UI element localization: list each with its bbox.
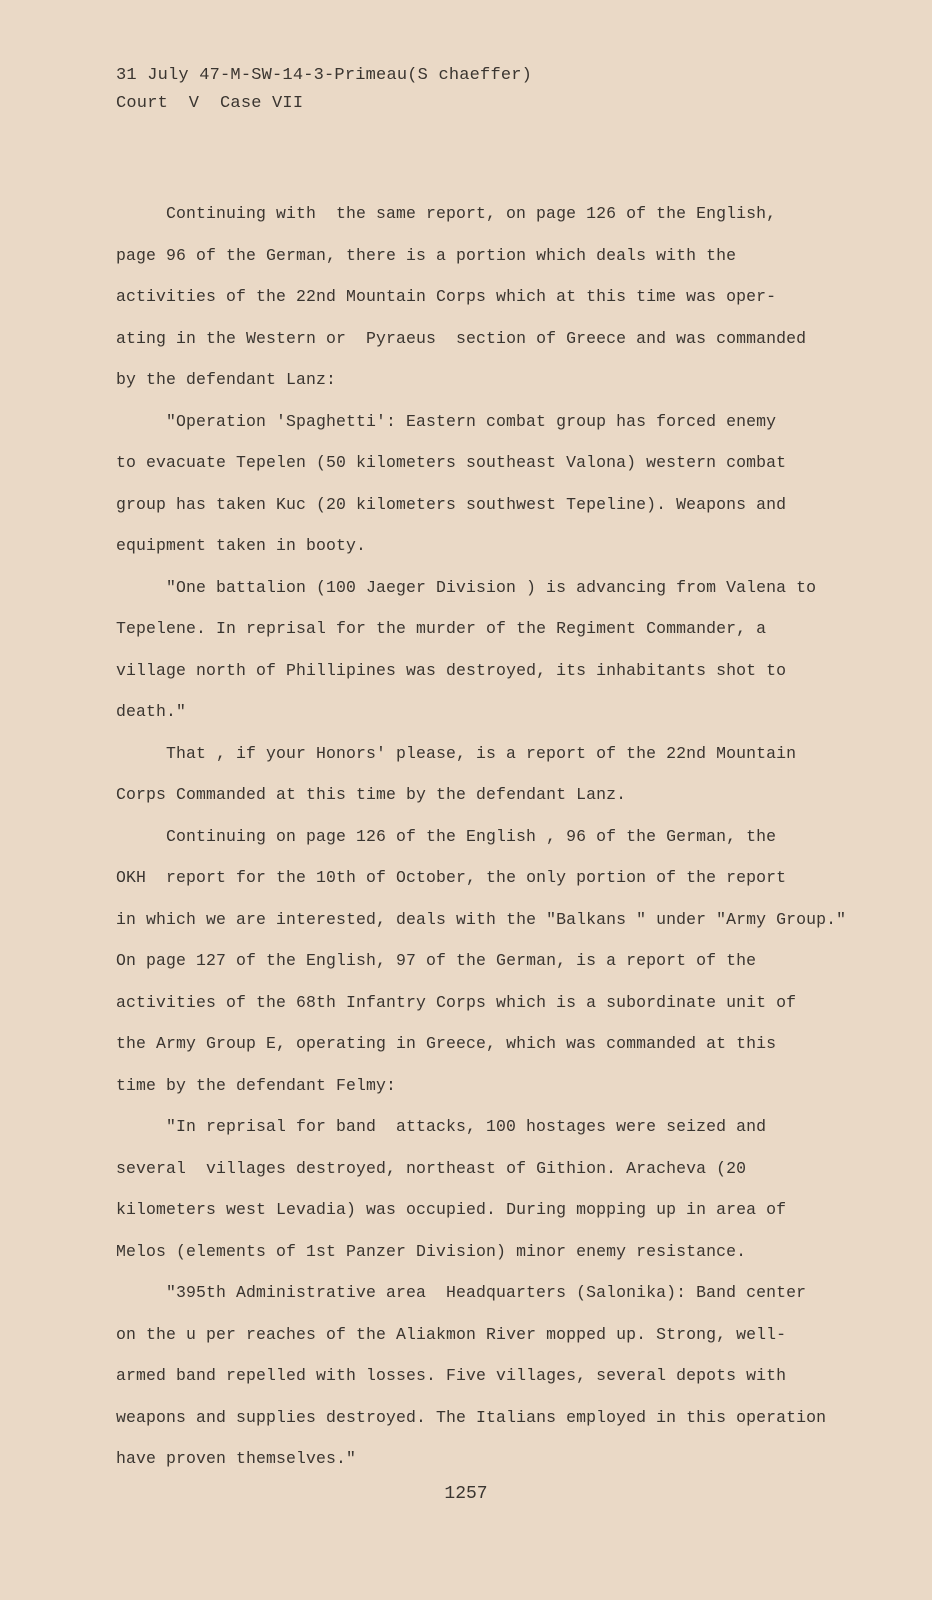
page-number: 1257 (444, 1484, 488, 1504)
text-line: equipment taken in booty. (116, 536, 367, 555)
header-date-reference: 31 July 47-M-SW-14-3-Primeau(S chaeffer) (116, 66, 533, 85)
text-line: activities of the 22nd Mountain Corps which at this time was oper- (116, 287, 777, 306)
paragraph (116, 567, 836, 733)
text-line: the Army Group E, operating in Greece, which was commanded at this (116, 1034, 777, 1053)
paragraph (116, 1272, 836, 1480)
text-line: ating in the Western or Pyraeus section of Greece and was commanded (116, 328, 807, 348)
text-line: on the u per reaches of the Aliakmon River mopped up. Strong, well- (116, 1324, 787, 1344)
text-line: in which we are interested, deals with the "Balkans " under "Army Group." (116, 909, 847, 929)
text-line: Corps Commanded at this time by the defendant Lanz. (116, 785, 627, 804)
text-line: time by the defendant Felmy: (116, 1075, 397, 1095)
text-line: Tepelene. In reprisal for the murder of the Regiment Commander, a (116, 619, 767, 638)
text-line: death." (116, 702, 187, 721)
text-line: Continuing with the same report, on page 126 of the English, (166, 204, 777, 223)
paragraph (116, 733, 836, 816)
text-line: OKH report for the 10th of October, the only portion of the report (116, 868, 787, 887)
paragraph (116, 816, 847, 1107)
text-line: On page 127 of the English, 97 of the German, is a report of the (116, 951, 757, 970)
text-line: kilometers west Levadia) was occupied. During mopping up in area of (116, 1200, 787, 1219)
header-court-case: Court V Case VII (116, 94, 304, 113)
paragraph (116, 193, 836, 401)
text-line: page 96 of the German, there is a portion which deals with the (116, 245, 737, 265)
text-line: "In reprisal for band attacks, 100 hostages were seized and (166, 1117, 767, 1136)
text-line: That , if your Honors' please, is a report of the 22nd Mountain (166, 743, 797, 763)
text-line: "One battalion (100 Jaeger Division ) is advancing from Valena to (166, 577, 817, 597)
text-line: armed band repelled with losses. Five villages, several depots with (116, 1366, 787, 1385)
text-line: group has taken Kuc (20 kilometers southwest Tepeline). Weapons and (116, 494, 787, 514)
paragraph (116, 401, 836, 567)
document-header (116, 62, 532, 118)
text-line: "395th Administrative area Headquarters (Salonika): Band center (166, 1283, 807, 1302)
text-line: to evacuate Tepelen (50 kilometers southeast Valona) western combat (116, 453, 787, 472)
paragraph (116, 1106, 836, 1272)
text-line: activities of the 68th Infantry Corps which is a subordinate unit of (116, 992, 797, 1012)
text-line: village north of Phillipines was destroyed, its inhabitants shot to (116, 660, 787, 680)
text-line: Melos (elements of 1st Panzer Division) minor enemy resistance. (116, 1241, 747, 1261)
text-line: have proven themselves." (116, 1449, 357, 1468)
text-line: Continuing on page 126 of the English , 96 of the German, the (166, 826, 777, 846)
text-line: "Operation 'Spaghetti': Eastern combat group has forced enemy (166, 411, 777, 431)
transcript-body (116, 193, 847, 1480)
text-line: by the defendant Lanz: (116, 370, 337, 389)
text-line: weapons and supplies destroyed. The Italians employed in this operation (116, 1407, 827, 1427)
text-line: several villages destroyed, northeast of Githion. Aracheva (20 (116, 1158, 747, 1178)
